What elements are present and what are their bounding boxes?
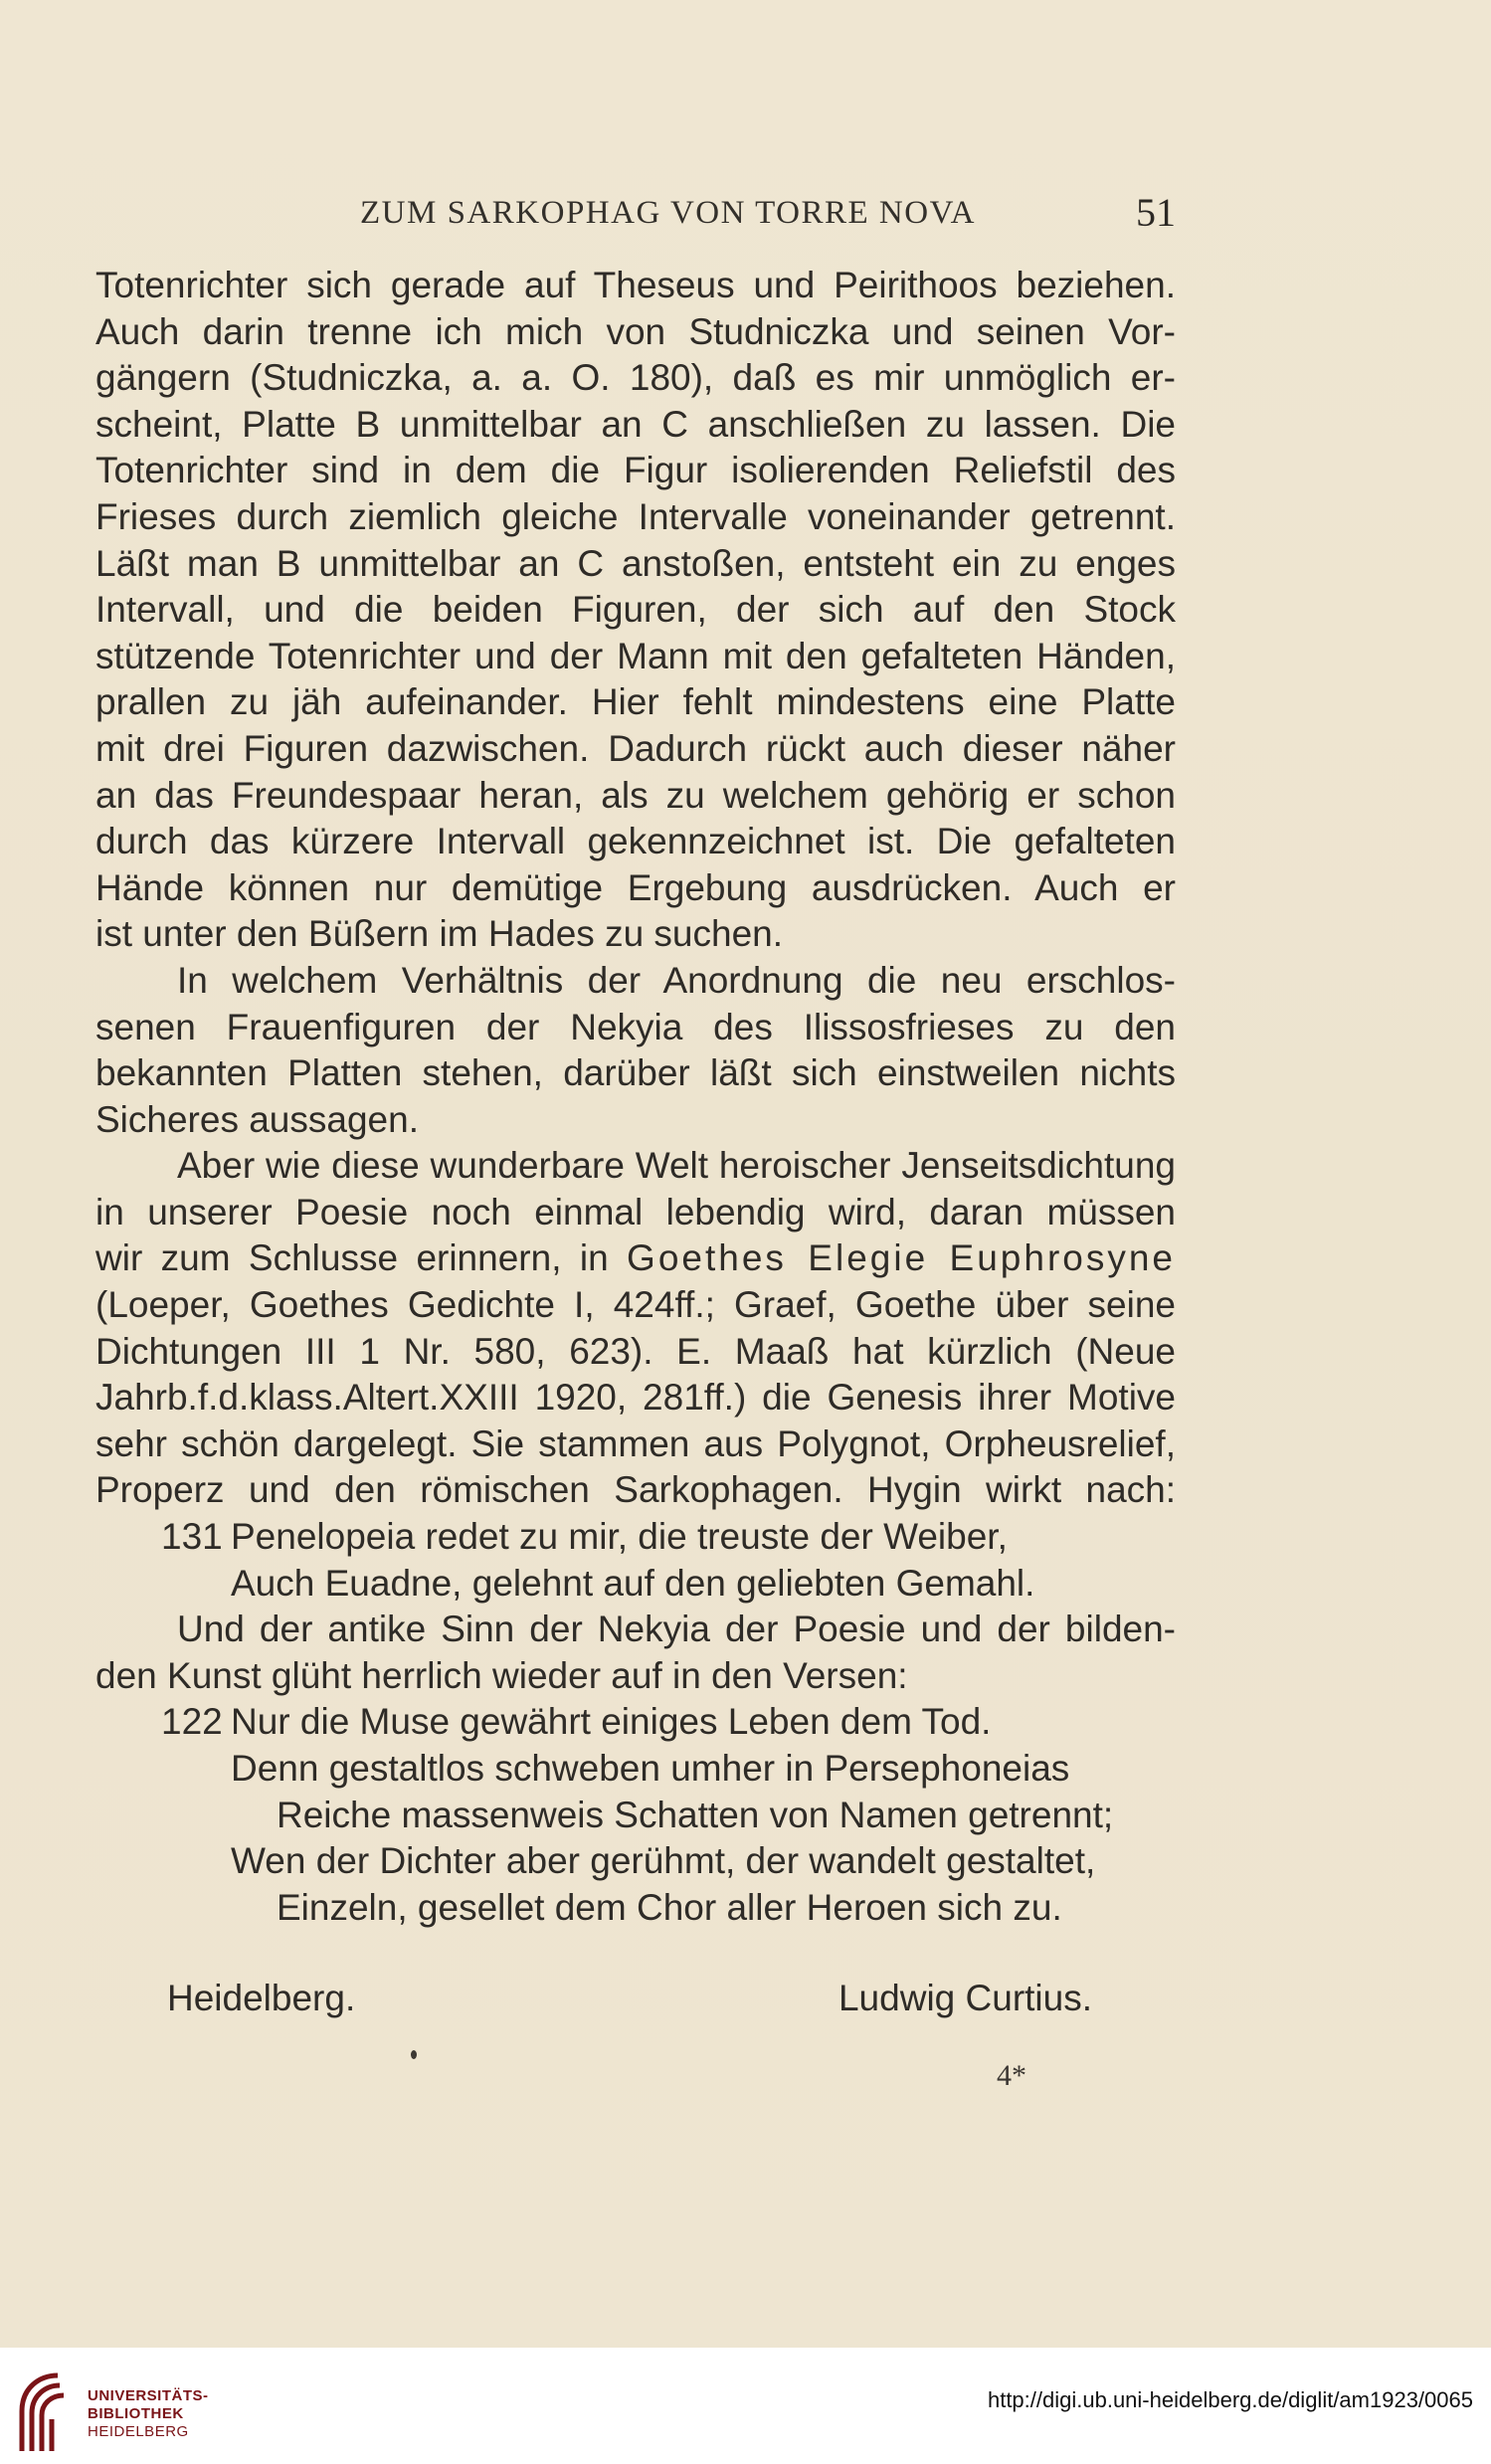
verse-line xyxy=(95,1746,1176,1793)
text-line: Properz und den römischen Sarkophagen. Hygin wirkt nach: xyxy=(95,1469,1176,1511)
verse-text: Penelopeia redet zu mir, die treuste der Weiber, xyxy=(231,1516,1008,1558)
signature-author: Ludwig Curtius. xyxy=(838,1978,1092,2018)
text-line: In welchem Verhältnis der Anordnung die neu erschlos- xyxy=(177,959,1176,1001)
print-speck xyxy=(411,2050,417,2059)
text-line: Intervall, und die beiden Figuren, der sich auf den Stock xyxy=(95,589,1176,631)
text-line: Und der antike Sinn der Nekyia der Poesie und der bilden- xyxy=(177,1609,1176,1650)
sheet-signature-mark: 4* xyxy=(997,2059,1026,2092)
verse-line xyxy=(95,1838,1176,1885)
verse-number: 122 xyxy=(161,1701,223,1743)
verse-line xyxy=(95,1561,1176,1608)
text-line: (Loeper, Goethes Gedichte I, 424ff.; Graef, Goethe über seine xyxy=(95,1284,1176,1326)
verse-line xyxy=(95,1514,1176,1561)
text-line: Aber wie diese wunderbare Welt heroischer Jenseitsdichtung xyxy=(177,1145,1176,1187)
text-line: Hände können nur demütige Ergebung ausdrücken. Auch er xyxy=(95,866,1176,908)
text-line: Jahrb.f.d.klass.Altert.XXIII 1920, 281ff.) die Genesis ihrer Motive xyxy=(95,1377,1176,1419)
text-line: Frieses durch ziemlich gleiche Intervalle voneinander getrennt. xyxy=(95,495,1176,537)
library-name-line: UNIVERSITÄTS- xyxy=(88,2387,209,2404)
body-text xyxy=(95,263,1176,1931)
permalink-url[interactable]: http://digi.ub.uni-heidelberg.de/diglit/am1923/0065 xyxy=(987,2387,1473,2412)
text-line: Läßt man B unmittelbar an C anstoßen, entsteht ein zu enges xyxy=(95,542,1176,584)
text-line: stützende Totenrichter und der Mann mit den gefalteten Händen, xyxy=(95,635,1176,676)
text-line: Totenrichter sind in dem die Figur isolierenden Reliefstil des xyxy=(95,450,1176,491)
text-line xyxy=(95,1235,1176,1282)
text-line: Sicheres aussagen. xyxy=(95,1098,419,1140)
text-line: gängern (Studniczka, a. a. O. 180), daß es mir unmöglich er- xyxy=(95,357,1176,399)
text-line: durch das kürzere Intervall gekennzeichnet ist. Die gefalteten xyxy=(95,821,1176,862)
text-line: prallen zu jäh aufeinander. Hier fehlt mindestens eine Platte xyxy=(95,681,1176,723)
text-line: ist unter den Büßern im Hades zu suchen. xyxy=(95,913,784,955)
library-name xyxy=(88,2387,209,2441)
page-number: 51 xyxy=(1136,190,1176,235)
verse-text: Denn gestaltlos schweben umher in Persephoneias xyxy=(231,1748,1070,1789)
verse-text: Auch Euadne, gelehnt auf den geliebten Gemahl. xyxy=(231,1562,1035,1604)
text-line: scheint, Platte B unmittelbar an C anschließen zu lassen. Die xyxy=(95,403,1176,445)
verse-line xyxy=(95,1699,1176,1746)
signature-place: Heidelberg. xyxy=(167,1978,356,2018)
verse-line xyxy=(95,1793,1176,1839)
text-line: in unserer Poesie noch einmal lebendig wird, daran müssen xyxy=(95,1191,1176,1232)
text-line: an das Freundespaar heran, als zu welchem gehörig er schon xyxy=(95,774,1176,816)
text-line: Totenrichter sich gerade auf Theseus und Peirithoos beziehen. xyxy=(95,265,1176,305)
text-line: senen Frauenfiguren der Nekyia des Ilissosfrieses zu den xyxy=(95,1006,1176,1047)
verse-text: Einzeln, gesellet dem Chor aller Heroen sich zu. xyxy=(277,1886,1062,1928)
text-line: bekannten Platten stehen, darüber läßt sich einstweilen nichts xyxy=(95,1052,1176,1094)
text-line: den Kunst glüht herrlich wieder auf in den Versen: xyxy=(95,1654,908,1696)
library-name-line: HEIDELBERG xyxy=(88,2423,189,2440)
text-fragment: wir zum Schlusse erinnern, in xyxy=(95,1237,609,1279)
verse-line xyxy=(95,1885,1176,1932)
running-title: ZUM SARKOPHAG VON TORRE NOVA xyxy=(360,195,976,231)
text-line: Dichtungen III 1 Nr. 580, 623). E. Maaß hat kürzlich (Neue xyxy=(95,1330,1176,1372)
signature-line xyxy=(167,1978,1092,2027)
page-header xyxy=(95,190,1176,245)
verse-text: Nur die Muse gewährt einiges Leben dem Tod. xyxy=(231,1701,992,1743)
verse-text: Reiche massenweis Schatten von Namen getrennt; xyxy=(277,1794,1114,1835)
verse-number: 131 xyxy=(161,1516,223,1558)
library-name-line: BIBLIOTHEK xyxy=(88,2405,184,2422)
ub-heidelberg-logo-icon[interactable] xyxy=(16,2368,76,2453)
text-line: mit drei Figuren dazwischen. Dadurch rückt auch dieser näher xyxy=(95,727,1176,769)
text-line: Auch darin trenne ich mich von Studniczka und seinen Vor- xyxy=(95,310,1176,352)
spaced-title: Goethes Elegie Euphrosyne xyxy=(627,1237,1176,1279)
verse-text: Wen der Dichter aber gerühmt, der wandelt gestaltet, xyxy=(231,1840,1096,1882)
text-line: sehr schön dargelegt. Sie stammen aus Polygnot, Orpheusrelief, xyxy=(95,1422,1176,1464)
digitization-footer xyxy=(0,2348,1491,2464)
